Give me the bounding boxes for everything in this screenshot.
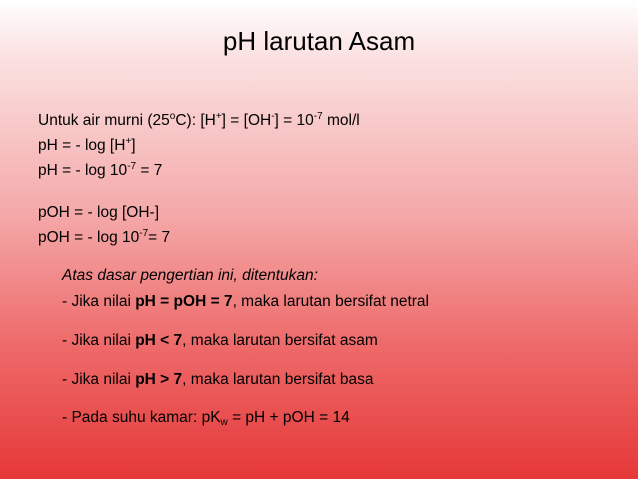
text-seg: ] = [OH [221, 112, 272, 129]
text-seg: pH = - log [H [38, 137, 126, 154]
poh-value-line [38, 228, 170, 248]
text-seg: - Jika nilai [62, 293, 136, 310]
ph-value-line [38, 161, 162, 181]
text-seg: = pH + pOH = 14 [227, 409, 350, 426]
slide-title: pH larutan Asam [222, 26, 416, 56]
text-seg: C): [H [175, 112, 216, 129]
text-seg: mol/l [322, 112, 360, 129]
base-rule [62, 370, 373, 390]
charge-sup: + [125, 136, 132, 147]
text-seg: - Pada suhu kamar: pK [62, 409, 221, 426]
text-seg: ] [131, 137, 136, 154]
exponent-sup: -7 [313, 111, 323, 122]
text-seg: - Jika nilai [62, 332, 136, 349]
text-seg: ] = 10 [274, 112, 314, 129]
text-seg: pOH = - log 10 [38, 229, 140, 246]
bold-condition: pH = pOH = 7 [135, 293, 233, 310]
text-seg: Untuk air murni (25 [38, 112, 170, 129]
charge-sup: + [215, 111, 222, 122]
text-seg: , maka larutan bersifat asam [182, 332, 378, 349]
pure-water-line [38, 111, 360, 131]
text-seg: , maka larutan bersifat netral [232, 293, 429, 310]
charge-sup: - [271, 111, 275, 122]
text-seg: pH = - log 10 [38, 162, 128, 179]
exponent-sup: -7 [127, 161, 137, 172]
room-temp-rule [62, 408, 350, 428]
degree-sup: o [169, 111, 176, 122]
text-seg: , maka larutan bersifat basa [182, 371, 374, 388]
bold-condition: pH < 7 [135, 332, 183, 349]
intro-line: Atas dasar pengertian ini, ditentukan: [62, 267, 318, 284]
poh-definition-line: pOH = - log [OH-] [38, 204, 160, 221]
neutral-rule [62, 292, 429, 312]
text-seg: = 7 [148, 229, 171, 246]
text-seg: = 7 [136, 162, 163, 179]
subscript-w: w [220, 417, 228, 428]
exponent-sup: -7 [139, 228, 149, 239]
bold-condition: pH > 7 [135, 371, 183, 388]
text-seg: - Jika nilai [62, 371, 136, 388]
acid-rule [62, 331, 378, 351]
ph-definition-line [38, 136, 136, 156]
